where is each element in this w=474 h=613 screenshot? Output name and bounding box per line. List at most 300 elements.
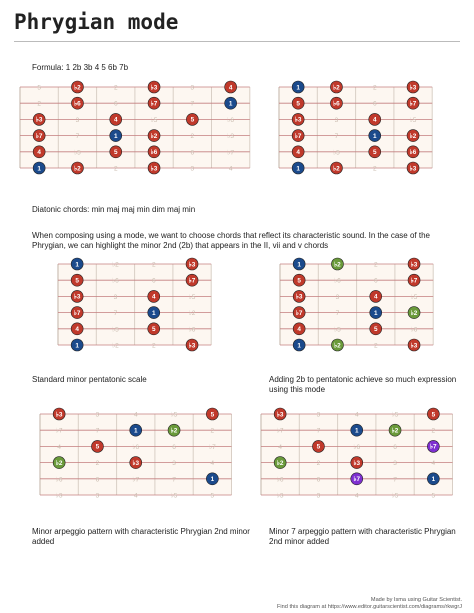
note-label: 4 xyxy=(296,149,300,157)
note-ghost xyxy=(152,278,156,285)
footer-line-2: Find this diagram at https://www.editor.guitarscientist.com/diagrams/rkwgrJ xyxy=(277,604,462,610)
note-label: ♭7 xyxy=(35,132,43,140)
note-scale xyxy=(330,97,342,109)
ghost-note-label: ♭5 xyxy=(188,293,196,301)
ghost-note-label: 5 xyxy=(431,492,436,500)
note-label: ♭7 xyxy=(295,309,303,317)
ghost-note-label: 2 xyxy=(431,427,436,435)
note-ghost xyxy=(374,278,378,285)
ghost-note-label: 7 xyxy=(75,133,80,141)
ghost-note-label: 4 xyxy=(57,443,61,451)
note-label: ♭7 xyxy=(294,132,302,140)
note-label: ♭7 xyxy=(410,277,418,285)
note-scale xyxy=(33,146,45,158)
ghost-note-label: 3 xyxy=(172,460,176,468)
note-root xyxy=(110,130,122,142)
note-scale xyxy=(351,457,363,469)
ghost-note-label: 3 xyxy=(113,293,118,301)
note-label: ♭7 xyxy=(73,309,81,317)
note-seventh xyxy=(427,440,439,452)
note-label: ♭3 xyxy=(295,293,303,301)
ghost-note-label: ♭6 xyxy=(227,116,234,124)
note-scale xyxy=(427,408,439,420)
note-ghost xyxy=(410,116,417,124)
note-ghost xyxy=(317,428,321,435)
note-ghost xyxy=(191,166,195,173)
page-title: Phrygian mode xyxy=(14,10,179,34)
note-ghost xyxy=(114,166,118,173)
note-label: 1 xyxy=(210,476,215,484)
note-scale xyxy=(148,97,160,109)
ghost-note-label: 4 xyxy=(354,411,359,419)
note-ghost xyxy=(393,444,397,451)
note-ghost xyxy=(112,277,119,285)
note-ghost xyxy=(277,475,284,483)
note-label: ♭6 xyxy=(74,100,81,108)
note-scale xyxy=(370,290,382,302)
note-ghost xyxy=(333,148,340,156)
note-ghost xyxy=(114,310,118,317)
note-ghost xyxy=(96,476,100,483)
ghost-note-label: 2 xyxy=(372,165,377,173)
note-label: ♭7 xyxy=(188,277,196,285)
ghost-note-label: 6 xyxy=(151,277,156,285)
ghost-note-label: 3 xyxy=(316,492,321,500)
ghost-note-label: 5 xyxy=(37,84,41,92)
note-label: ♭2 xyxy=(409,132,417,140)
note-label: ♭2 xyxy=(333,84,340,92)
diagram-arpeggio7 xyxy=(261,411,451,507)
note-ghost xyxy=(373,85,377,92)
ghost-note-label: 3 xyxy=(95,492,100,500)
note-ghost xyxy=(393,476,397,483)
ghost-note-label: ♭5 xyxy=(391,411,399,419)
ghost-note-label: ♭3 xyxy=(276,492,284,500)
ghost-note-label: ♭5 xyxy=(170,492,178,500)
note-ghost xyxy=(353,443,360,451)
note-label: ♭6 xyxy=(150,149,158,157)
ghost-note-label: ♭2 xyxy=(112,261,119,269)
note-scale xyxy=(407,81,419,93)
note-root xyxy=(148,307,160,319)
note-scale xyxy=(148,323,160,335)
note-ghost xyxy=(189,309,196,317)
note-label: ♭2 xyxy=(334,261,341,269)
note-scale xyxy=(370,323,382,335)
note-ghost xyxy=(411,325,418,333)
note-ghost xyxy=(432,493,436,500)
ghost-note-label: 2 xyxy=(151,342,156,350)
note-ghost xyxy=(134,493,138,500)
ghost-note-label: ♭7 xyxy=(276,427,284,435)
note-label: 1 xyxy=(228,100,233,108)
note-label: ♭3 xyxy=(276,411,284,419)
ghost-note-label: 5 xyxy=(210,492,215,500)
footer-line-1: Made by Isma using Guitar Scientist. xyxy=(370,597,462,603)
note-scale xyxy=(330,81,342,93)
note-ghost xyxy=(112,261,119,269)
ghost-note-label: ♭7 xyxy=(227,149,234,157)
note-label: ♭3 xyxy=(410,261,418,269)
note-label: ♭3 xyxy=(410,342,418,350)
note-scale xyxy=(293,323,305,335)
note-ghost xyxy=(227,132,234,140)
ghost-note-label: 6 xyxy=(190,149,195,157)
note-ghost xyxy=(114,85,118,92)
note-scale xyxy=(71,307,83,319)
note-label: 5 xyxy=(151,326,156,334)
note-label: ♭2 xyxy=(74,165,81,173)
ghost-note-label: 7 xyxy=(335,310,340,318)
note-scale xyxy=(186,339,198,351)
note-scale xyxy=(186,113,198,125)
note-label: ♭3 xyxy=(132,459,140,467)
diagram-arpeggio xyxy=(40,411,230,507)
note-root xyxy=(293,339,305,351)
ghost-note-label: 4 xyxy=(431,460,436,468)
note-ghost xyxy=(112,325,119,333)
note-label: ♭3 xyxy=(294,116,302,124)
note-label: 4 xyxy=(373,293,378,301)
note-ghost xyxy=(172,460,176,467)
note-scale xyxy=(369,146,381,158)
ghost-note-label: ♭5 xyxy=(74,149,81,157)
note-ghost xyxy=(37,85,41,92)
note-ghost xyxy=(152,343,156,350)
note-label: ♭2 xyxy=(150,132,158,140)
note-scale xyxy=(71,290,83,302)
note-label: ♭7 xyxy=(430,443,437,451)
note-label: ♭6 xyxy=(333,100,340,108)
note-ghost xyxy=(191,133,195,140)
note-ghost xyxy=(335,117,339,124)
note-second xyxy=(274,457,286,469)
note-label: ♭2 xyxy=(334,342,341,350)
note-ghost xyxy=(411,293,418,301)
note-scale xyxy=(292,146,304,158)
note-scale xyxy=(293,290,305,302)
note-ghost xyxy=(432,460,436,467)
note-ghost xyxy=(96,428,100,435)
ghost-note-label: 7 xyxy=(316,427,321,435)
note-label: ♭7 xyxy=(353,476,361,484)
note-ghost xyxy=(152,262,156,269)
ghost-note-label: ♭5 xyxy=(334,326,341,334)
note-second xyxy=(389,424,401,436)
note-ghost xyxy=(134,412,138,419)
note-label: 5 xyxy=(431,411,436,419)
ghost-note-label: 2 xyxy=(151,261,156,269)
note-label: 5 xyxy=(190,116,195,124)
note-label: 5 xyxy=(113,149,118,157)
ghost-note-label: 6 xyxy=(372,100,377,108)
note-label: 1 xyxy=(372,132,377,140)
ghost-note-label: 7 xyxy=(95,427,100,435)
note-ghost xyxy=(336,310,340,317)
note-label: 1 xyxy=(133,427,138,435)
note-ghost xyxy=(189,293,196,301)
note-label: ♭2 xyxy=(170,427,178,435)
note-label: ♭3 xyxy=(150,165,158,173)
note-root xyxy=(71,339,83,351)
ghost-note-label: ♭7 xyxy=(55,427,63,435)
note-ghost xyxy=(355,412,359,419)
note-ghost xyxy=(96,460,100,467)
note-scale xyxy=(292,113,304,125)
note-scale xyxy=(330,162,342,174)
ghost-note-label: 2 xyxy=(113,84,118,92)
ghost-note-label: ♭5 xyxy=(409,116,417,124)
note-root xyxy=(369,130,381,142)
note-second xyxy=(408,307,420,319)
note-ghost xyxy=(171,411,178,419)
note-label: 4 xyxy=(151,293,156,301)
note-root xyxy=(427,473,439,485)
note-second xyxy=(331,258,343,270)
note-scale xyxy=(292,130,304,142)
note-ghost xyxy=(114,294,118,301)
note-label: ♭3 xyxy=(150,84,158,92)
note-scale xyxy=(110,146,122,158)
ghost-note-label: 2 xyxy=(316,460,321,468)
note-scale xyxy=(71,81,83,93)
diagram-pentatonic xyxy=(58,261,212,357)
note-ghost xyxy=(114,101,118,108)
note-root xyxy=(33,162,45,174)
ghost-note-label: 2 xyxy=(210,427,215,435)
note-ghost xyxy=(393,460,397,467)
note-ghost xyxy=(277,427,284,435)
note-root xyxy=(206,473,218,485)
note-scale xyxy=(148,146,160,158)
note-scale xyxy=(33,130,45,142)
note-scale xyxy=(206,408,218,420)
ghost-note-label: 3 xyxy=(75,116,80,124)
note-ghost xyxy=(37,101,41,108)
note-scale xyxy=(312,440,324,452)
note-ghost xyxy=(96,493,100,500)
note-root xyxy=(292,162,304,174)
diagram-pentatonic-2b xyxy=(280,261,434,357)
note-ghost xyxy=(277,492,284,500)
ghost-note-label: 2 xyxy=(95,460,100,468)
ghost-note-label: ♭2 xyxy=(188,310,196,318)
note-label: 4 xyxy=(228,84,233,92)
ghost-note-label: 3 xyxy=(334,116,339,124)
diagram-full-b xyxy=(279,84,433,180)
note-ghost xyxy=(172,476,176,483)
ghost-note-label: 7 xyxy=(334,133,339,141)
note-label: 1 xyxy=(113,132,118,140)
ghost-note-label: 2 xyxy=(373,342,378,350)
note-scale xyxy=(407,146,419,158)
ghost-note-label: 4 xyxy=(133,411,138,419)
ghost-note-label: 4 xyxy=(133,492,138,500)
note-ghost xyxy=(56,427,63,435)
ghost-note-label: 3 xyxy=(335,293,340,301)
caption-pentatonic-2b: Adding 2b to pentatonic achieve so much expression using this mode xyxy=(269,375,457,394)
note-scale xyxy=(91,440,103,452)
note-scale xyxy=(148,81,160,93)
ghost-note-label: ♭6 xyxy=(353,443,361,451)
note-label: 5 xyxy=(297,277,301,285)
note-ghost xyxy=(227,116,234,124)
ghost-note-label: 6 xyxy=(393,443,397,451)
note-root xyxy=(293,258,305,270)
title-divider xyxy=(14,41,460,42)
note-root xyxy=(130,424,142,436)
note-ghost xyxy=(74,148,81,156)
note-label: 4 xyxy=(37,149,41,157)
note-ghost xyxy=(211,493,215,500)
note-label: 1 xyxy=(75,342,79,350)
note-scale xyxy=(369,113,381,125)
note-label: ♭3 xyxy=(409,84,417,92)
ghost-note-label: ♭6 xyxy=(188,326,196,334)
note-ghost xyxy=(335,133,339,140)
ghost-note-label: 7 xyxy=(172,476,176,484)
note-scale xyxy=(71,323,83,335)
ghost-note-label: ♭5 xyxy=(170,411,178,419)
ghost-note-label: 7 xyxy=(393,476,397,484)
note-label: ♭2 xyxy=(55,459,63,467)
ghost-note-label: 6 xyxy=(113,100,118,108)
note-scale xyxy=(186,258,198,270)
note-label: 1 xyxy=(431,476,436,484)
note-scale xyxy=(130,457,142,469)
note-ghost xyxy=(317,460,321,467)
ghost-note-label: 3 xyxy=(316,411,321,419)
caption-pentatonic: Standard minor pentatonic scale xyxy=(32,375,147,384)
ghost-note-label: ♭3 xyxy=(55,492,63,500)
note-label: ♭7 xyxy=(150,100,158,108)
ghost-note-label: 2 xyxy=(373,261,378,269)
note-ghost xyxy=(112,342,119,350)
ghost-note-label: 2 xyxy=(37,100,41,108)
note-label: 1 xyxy=(354,427,359,435)
note-seventh xyxy=(351,473,363,485)
note-ghost xyxy=(189,325,196,333)
ghost-note-label: 2 xyxy=(190,133,195,141)
note-label: ♭3 xyxy=(188,261,196,269)
ghost-note-label: 4 xyxy=(354,492,359,500)
ghost-note-label: ♭2 xyxy=(112,342,119,350)
note-label: 1 xyxy=(297,261,301,269)
note-scale xyxy=(148,290,160,302)
ghost-note-label: 7 xyxy=(113,310,118,318)
note-label: ♭2 xyxy=(333,165,340,173)
note-ghost xyxy=(132,443,139,451)
ghost-note-label: ♭6 xyxy=(276,476,284,484)
note-label: ♭2 xyxy=(74,84,81,92)
ghost-note-label: 6 xyxy=(373,277,378,285)
ghost-note-label: ♭5 xyxy=(112,326,119,334)
note-ghost xyxy=(191,85,195,92)
ghost-note-label: 6 xyxy=(316,476,321,484)
note-label: ♭3 xyxy=(188,342,196,350)
note-scale xyxy=(71,97,83,109)
ghost-note-label: 4 xyxy=(210,460,215,468)
note-scale xyxy=(293,274,305,286)
note-label: ♭3 xyxy=(73,293,81,301)
note-second xyxy=(53,457,65,469)
note-root xyxy=(292,81,304,93)
note-scale xyxy=(408,339,420,351)
ghost-note-label: ♭5 xyxy=(391,492,399,500)
note-ghost xyxy=(191,149,195,156)
diatonic-chords-text: Diatonic chords: min maj maj min dim maj min xyxy=(32,205,196,214)
note-label: ♭3 xyxy=(409,165,417,173)
note-label: ♭6 xyxy=(409,149,417,157)
note-label: ♭3 xyxy=(55,411,63,419)
note-scale xyxy=(407,97,419,109)
ghost-note-label: 3 xyxy=(393,460,397,468)
note-root xyxy=(225,97,237,109)
note-ghost xyxy=(172,444,176,451)
note-label: 5 xyxy=(296,100,300,108)
note-ghost xyxy=(76,133,80,140)
note-label: 4 xyxy=(75,326,79,334)
ghost-note-label: ♭6 xyxy=(132,443,140,451)
ghost-note-label: 3 xyxy=(190,84,195,92)
ghost-note-label: 7 xyxy=(190,100,195,108)
note-label: 1 xyxy=(296,84,300,92)
ghost-note-label: 3 xyxy=(95,411,100,419)
note-ghost xyxy=(336,294,340,301)
note-label: ♭3 xyxy=(353,459,361,467)
note-ghost xyxy=(317,412,321,419)
note-ghost xyxy=(56,475,63,483)
ghost-note-label: 2 xyxy=(113,165,118,173)
footer-credit xyxy=(277,597,462,611)
note-ghost xyxy=(57,444,61,451)
note-label: 1 xyxy=(297,342,301,350)
note-label: 1 xyxy=(151,309,156,317)
note-label: 5 xyxy=(210,411,215,419)
note-ghost xyxy=(355,493,359,500)
ghost-note-label: 6 xyxy=(95,476,100,484)
note-root xyxy=(370,307,382,319)
ghost-note-label: 4 xyxy=(228,165,233,173)
note-ghost xyxy=(432,428,436,435)
note-ghost xyxy=(171,492,178,500)
note-label: 5 xyxy=(95,443,100,451)
intro-paragraph: When composing using a mode, we want to choose chords that reflect its characteristic sound. In the case of the Phrygian, we can highlight the minor 2nd (2b) that appears in the II, vii and v chords xyxy=(32,231,430,250)
note-scale xyxy=(292,97,304,109)
note-label: 1 xyxy=(296,165,300,173)
note-ghost xyxy=(334,277,341,285)
note-scale xyxy=(407,130,419,142)
note-second xyxy=(168,424,180,436)
note-ghost xyxy=(229,166,233,173)
ghost-note-label: ♭6 xyxy=(55,476,63,484)
note-ghost xyxy=(317,493,321,500)
note-label: 1 xyxy=(373,309,378,317)
note-scale xyxy=(225,81,237,93)
note-scale xyxy=(110,113,122,125)
note-label: 5 xyxy=(372,149,377,157)
ghost-note-label: ♭6 xyxy=(334,277,341,285)
note-label: 5 xyxy=(75,277,79,285)
note-second xyxy=(331,339,343,351)
note-ghost xyxy=(191,101,195,108)
note-ghost xyxy=(227,148,234,156)
note-scale xyxy=(148,162,160,174)
ghost-note-label: 4 xyxy=(278,443,282,451)
note-label: ♭7 xyxy=(409,100,417,108)
note-label: 1 xyxy=(75,261,79,269)
note-scale xyxy=(186,274,198,286)
